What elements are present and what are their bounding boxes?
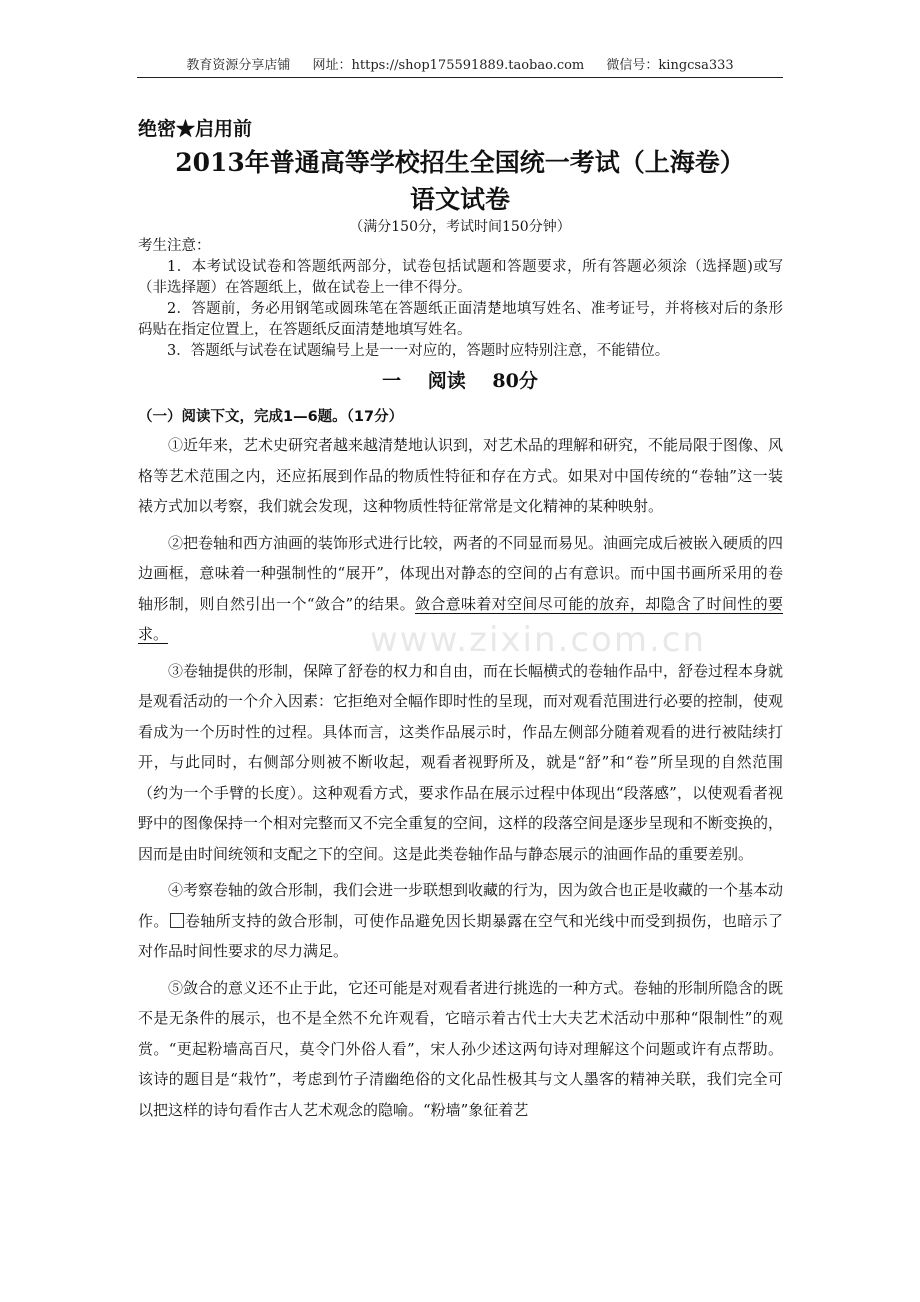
paragraph-text: ④考察卷轴的敛合形制，我们会进一步联想到收藏的行为，因为敛合也正是收藏的一个基本动作。 [138, 881, 784, 930]
notice-item: 2．答题前，务必用钢笔或圆珠笔在答题纸正面清楚地填写姓名、准考证号，并将核对后的条形码贴在指定位置上，在答题纸反面清楚地填写姓名。 [138, 301, 783, 338]
paragraph-text: ②把卷轴和西方油画的装饰形式进行比较，两者的不同显而易见。油画完成后被嵌入硬质的四边画框，意味着一种强制性的“展开”，体现出对静态的空间的占有意识。而中国书画所采用的卷轴形制，则自然引出一个“敛合”的结果。 [138, 533, 784, 613]
page-header [137, 54, 783, 78]
paragraph [138, 875, 783, 967]
secret-label: 绝密★启用前 [138, 118, 253, 140]
section-name: 阅读 [427, 370, 466, 392]
notice-heading: 考生注意： [138, 238, 211, 254]
notice-item: 1．本考试设试卷和答题纸两部分，试卷包括试题和答题要求，所有答题必须涂（选择题)或写（非选择题）在答题纸上，做在试卷上一律不得分。 [138, 259, 783, 296]
paragraph [138, 656, 783, 870]
paragraph-text: ③卷轴提供的形制，保障了舒卷的权力和自由，而在长幅横式的卷轴作品中，舒卷过程本身就是观看活动的一个介入因素：它拒绝对全幅作即时性的呈现，而对观看范围进行必要的控制，使观看成为一个历时性的过程。具体而言，这类作品展示时，作品左侧部分随着观看的进行被陆续打开，与此同时，右侧部分则被不断收起，观看者视野所及，就是“舒”和“卷”所呈现的自然范围（约为一个手臂的长度）。这种观看方式，要求作品在展示过程中体现出“段落感”，以使观看者视野中的图像保持一个相对完整而又不完全重复的空间，这样的段落空间是逐步呈现和不断变换的，因而是由时间统领和支配之下的空间。这是此类卷轴作品与静态展示的油画作品的重要差别。 [138, 661, 784, 863]
section-number: 一 [382, 370, 402, 392]
candidate-notice [138, 236, 783, 362]
blank-box [170, 913, 184, 928]
section-heading [0, 366, 920, 393]
section-points: 80分 [492, 370, 538, 392]
header-wechat: 微信号：kingcsa333 [606, 58, 734, 73]
paragraph-text: ⑤敛合的意义还不止于此，它还可能是对观看者进行挑选的一种方式。卷轴的形制所隐含的既不是无条件的展示，也不是全然不允许观看，它暗示着古代士大夫艺术活动中那种“限制性”的观赏。“更起粉墙高百尺，莫令门外俗人看”，宋人孙少述这两句诗对理解这个问题或许有点帮助。该诗的题目是“栽竹”，考虑到竹子清幽绝俗的文化品性极其与文人墨客的精神关联，我们完全可以把这样的诗句看作古人艺术观念的隐喻。“粉墙”象征着艺 [138, 978, 784, 1119]
paragraph-text: 卷轴所支持的敛合形制，可使作品避免因长期暴露在空气和光线中而受到损伤，也暗示了对作品时间性要求的尽力满足。 [138, 911, 783, 960]
paragraph [138, 430, 783, 522]
part-heading: （一）阅读下文，完成1—6题。（17分） [138, 409, 404, 425]
notice-item: 3．答题纸与试卷在试题编号上是一一对应的，答题时应特别注意，不能错位。 [167, 343, 670, 359]
header-url: 网址：https://shop175591889.taobao.com [312, 58, 585, 73]
exam-subtitle: 语文试卷 [409, 185, 510, 214]
score-note: （满分150分，考试时间150分钟） [349, 219, 571, 235]
paragraph [138, 528, 783, 650]
paragraph-text: ①近年来，艺术史研究者越来越清楚地认识到，对艺术品的理解和研究，不能局限于图像、风格等艺术范围之内，还应拓展到作品的物质性特征和存在方式。如果对中国传统的“卷轴”这一装裱方式加以考察，我们就会发现，这种物质性特征常常是文化精神的某种映射。 [138, 436, 784, 515]
underlined-sentence: 敛合意味着对空间尽可能的放弃，却隐含了时间性的要求。 [138, 594, 783, 643]
watermark-text: www.zixin.com.cn [370, 620, 706, 660]
exam-title: 2013年普通高等学校招生全国统一考试（上海卷） [175, 148, 745, 177]
paragraph [138, 973, 783, 1126]
header-shop: 教育资源分享店铺 [186, 58, 291, 73]
reading-passage [138, 430, 783, 1131]
